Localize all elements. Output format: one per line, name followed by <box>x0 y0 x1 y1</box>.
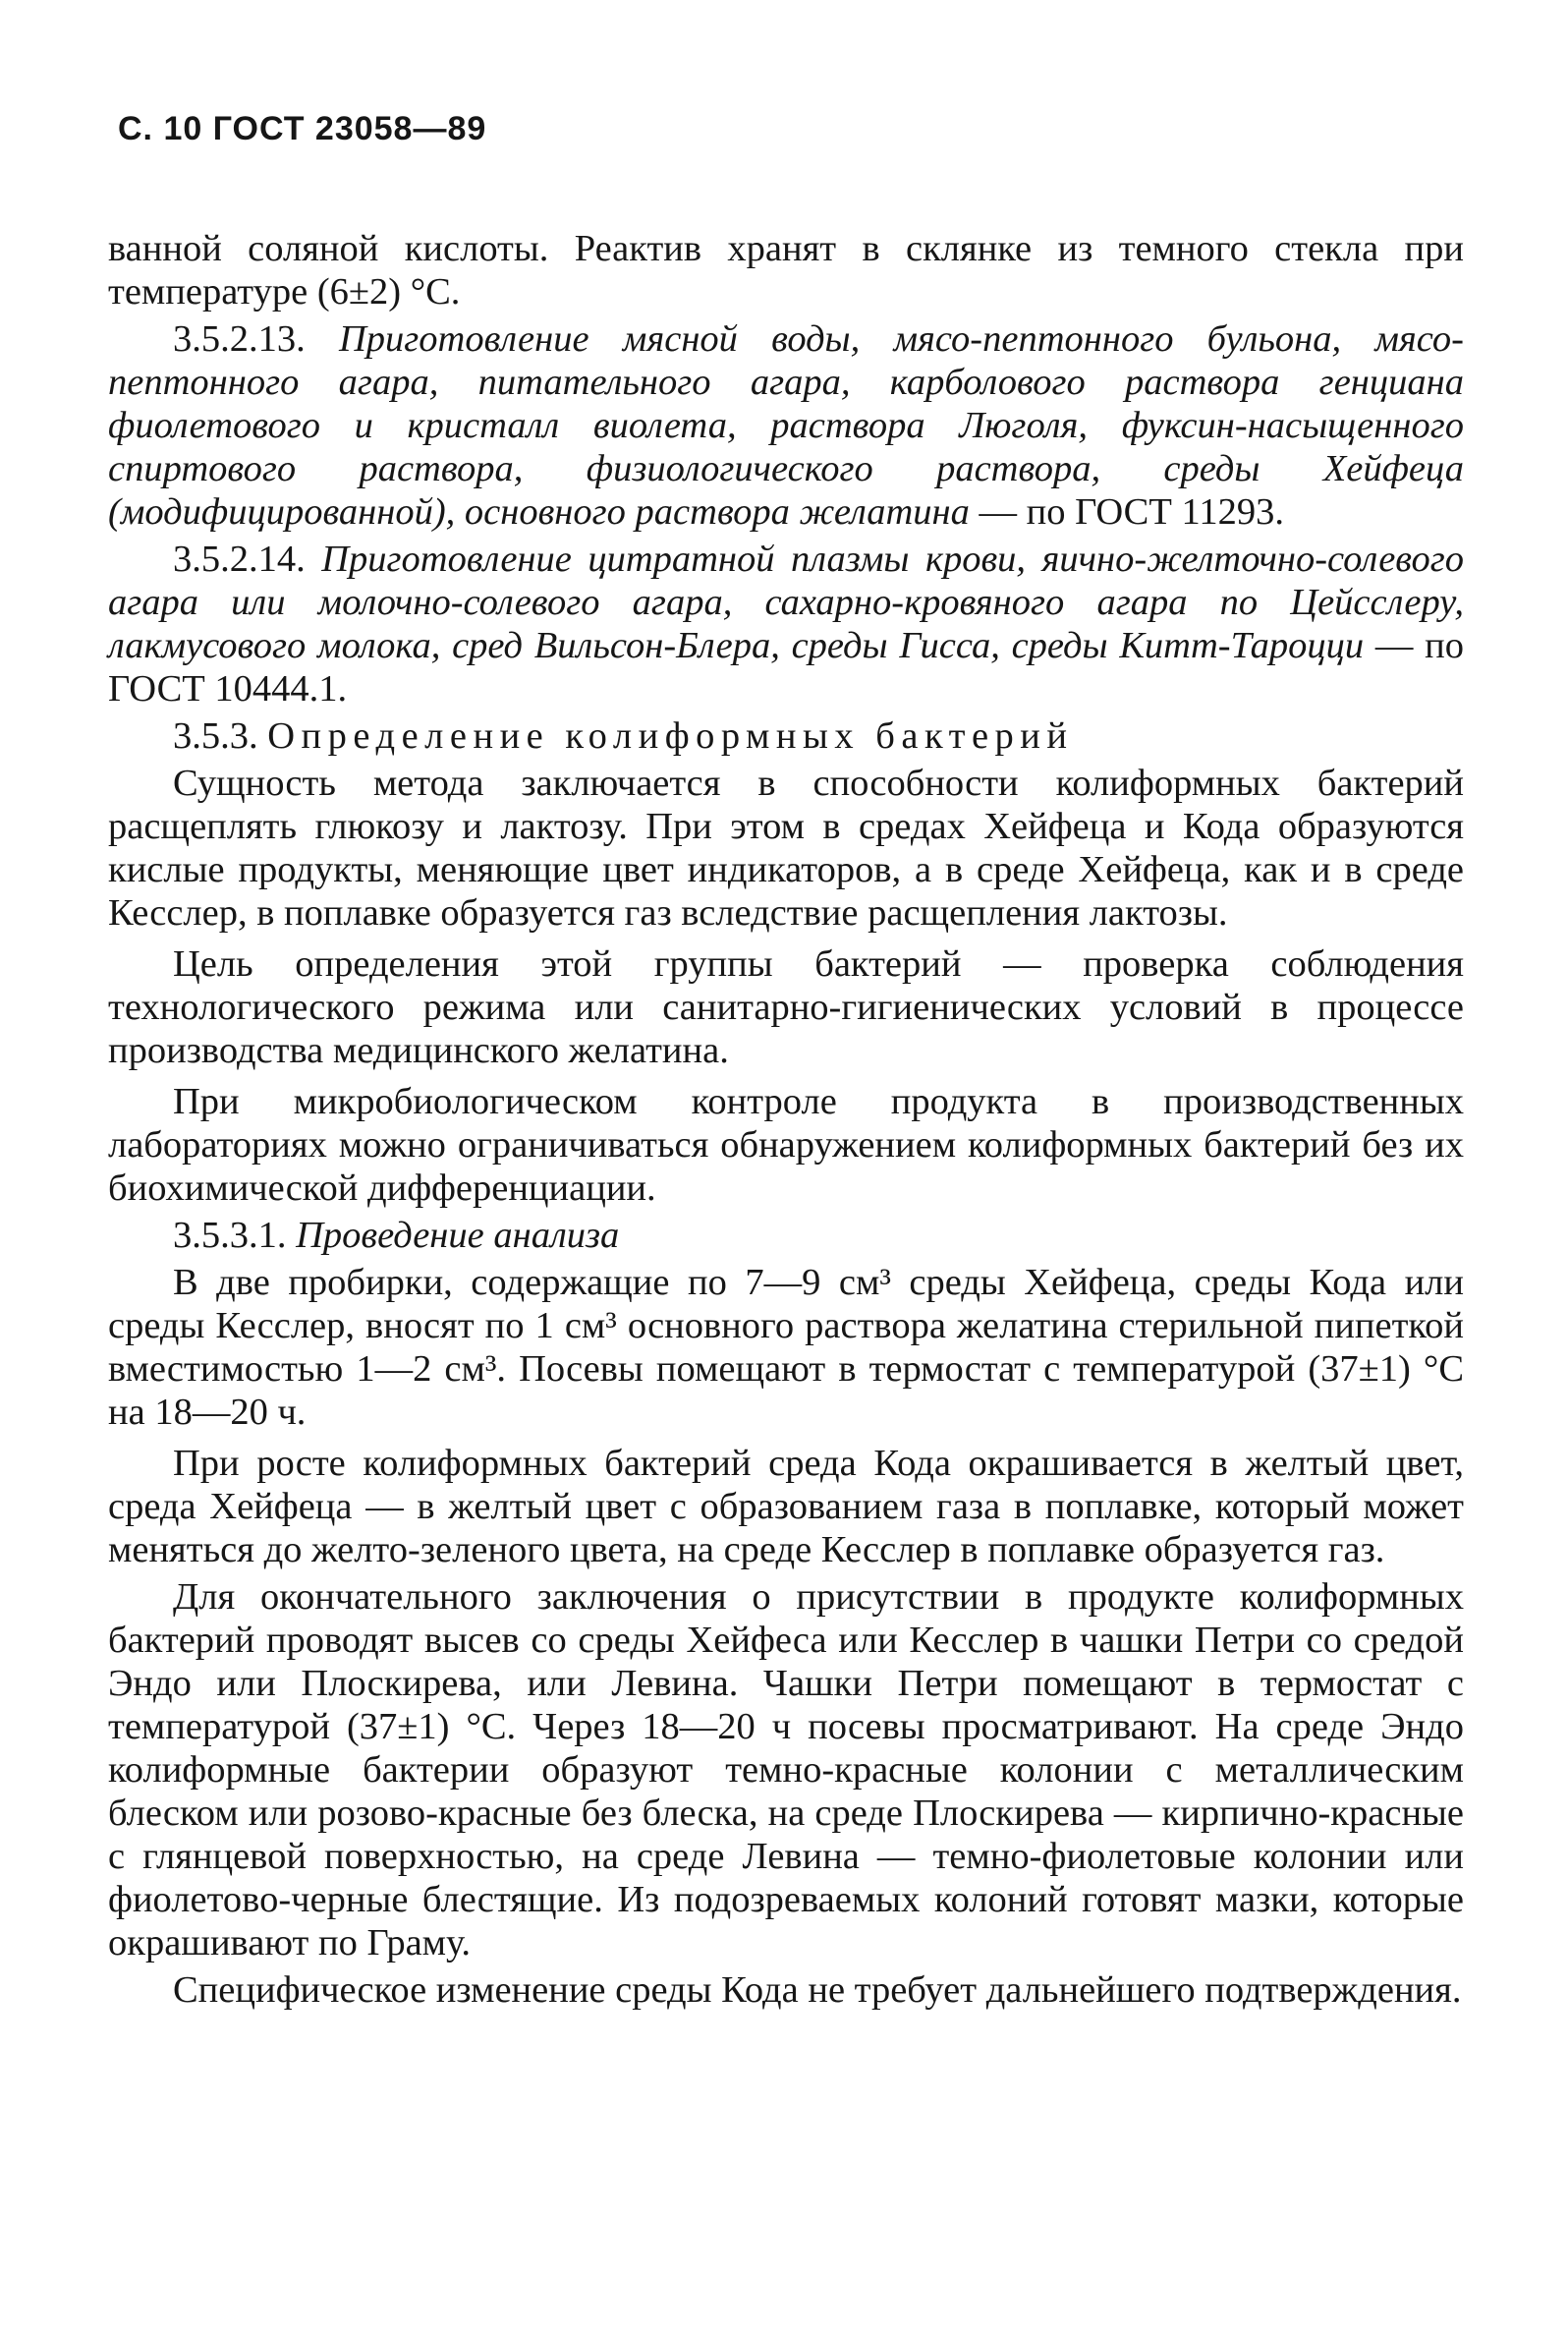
section-heading-3-5-3-1 <box>108 1214 1464 1257</box>
clause-reference: — по ГОСТ 10444.1. <box>108 625 1464 710</box>
paragraph-koda-change: Специфическое изменение среды Кода не требует дальнейшего подтверждения. <box>173 1969 1462 2011</box>
paragraph-inoculation: В две пробирки, содержащие по 7—9 см³ среды Хейфеца, среды Кода или среды Кесслер, вносят по 1 см³ основного раствора желатина стерильной пипеткой вместимостью 1—2 см³. Посевы помещают в термостат с температурой (37±1) °С на 18—20 ч. <box>108 1262 1464 1433</box>
clause-3-5-2-13 <box>108 317 1464 534</box>
document-page <box>108 110 1464 2016</box>
paragraph-growth-signs: При росте колиформных бактерий среда Кода окрашивается в желтый цвет, среда Хейфеца — в желтый цвет с образованием газа в поплавке, который может меняться до желто-зеленого цвета, на среде Кесслер в поплавке образуется газ. <box>108 1443 1464 1570</box>
section-number: 3.5.3.1. <box>173 1215 287 1256</box>
clause-reference: — по ГОСТ 11293. <box>979 491 1284 533</box>
paragraph-continuation: ванной соляной кислоты. Реактив хранят в склянке из темного стекла при температуре (6±2) °С. <box>108 228 1464 313</box>
clause-italic-text: Приготовление цитратной плазмы крови, яично-желточно-солевого агара или молочно-солевого агара, сахарно-кровяного агара по Цейсслеру, лакмусового молока, сред Вильсон-Блера, среды Гисса, среды Китт-Тароцци <box>108 539 1465 666</box>
clause-number: 3.5.2.13. <box>173 318 306 360</box>
paragraph-method-essence: Сущность метода заключается в способности колиформных бактерий расщеплять глюкозу и лактозу. При этом в средах Хейфеца и Кода образуются кислые продукты, меняющие цвет индикаторов, а в среде Хейфеца, как и в среде Кесслер, в поплавке образуется газ вследствие расщепления лактозы. <box>108 763 1464 934</box>
paragraph-microbiological-control: При микробиологическом контроле продукта в производственных лабораториях можно ограничиваться обнаружением колиформных бактерий без их биохимической дифференциации. <box>108 1081 1464 1209</box>
section-number: 3.5.3. <box>173 715 258 757</box>
running-head: С. 10 ГОСТ 23058—89 <box>118 110 487 147</box>
clause-italic-text: Приготовление мясной воды, мясо-пептонного бульона, мясо-пептонного агара, питательного агара, карболового раствора генциана фиолетового и кристалл виолета, раствора Люголя, фуксин-насыщенного спиртового раствора, физиологического раствора, среды Хейфеца (модифицированной), основного раствора желатина <box>108 318 1464 533</box>
paragraph-final-conclusion: Для окончательного заключения о присутствии в продукте колиформных бактерий проводят высев со среды Хейфеса или Кесслер в чашки Петри со средой Эндо или Плоскирева, или Левина. Чашки Петри помещают в термостат с температурой (37±1) °С. Через 18—20 ч посевы просматривают. На среде Эндо колиформные бактерии образуют темно-красные колонии с металлическим блеском или розово-красные без блеска, на среде Плоскирева — кирпично-красные с глянцевой поверхностью, на среде Левина — темно-фиолетовые колонии или фиолетово-черные блестящие. Из подозреваемых колоний готовят мазки, которые окрашивают по Граму. <box>108 1576 1464 1963</box>
section-title: Проведение анализа <box>296 1215 620 1256</box>
section-heading-3-5-3 <box>108 714 1464 758</box>
clause-3-5-2-14 <box>108 538 1464 711</box>
section-title: Определение колиформных бактерий <box>267 715 1074 757</box>
clause-number: 3.5.2.14. <box>173 539 306 580</box>
paragraph-purpose: Цель определения этой группы бактерий — проверка соблюдения технологического режима или санитарно-гигиенических условий в процессе производства медицинского желатина. <box>108 943 1464 1071</box>
